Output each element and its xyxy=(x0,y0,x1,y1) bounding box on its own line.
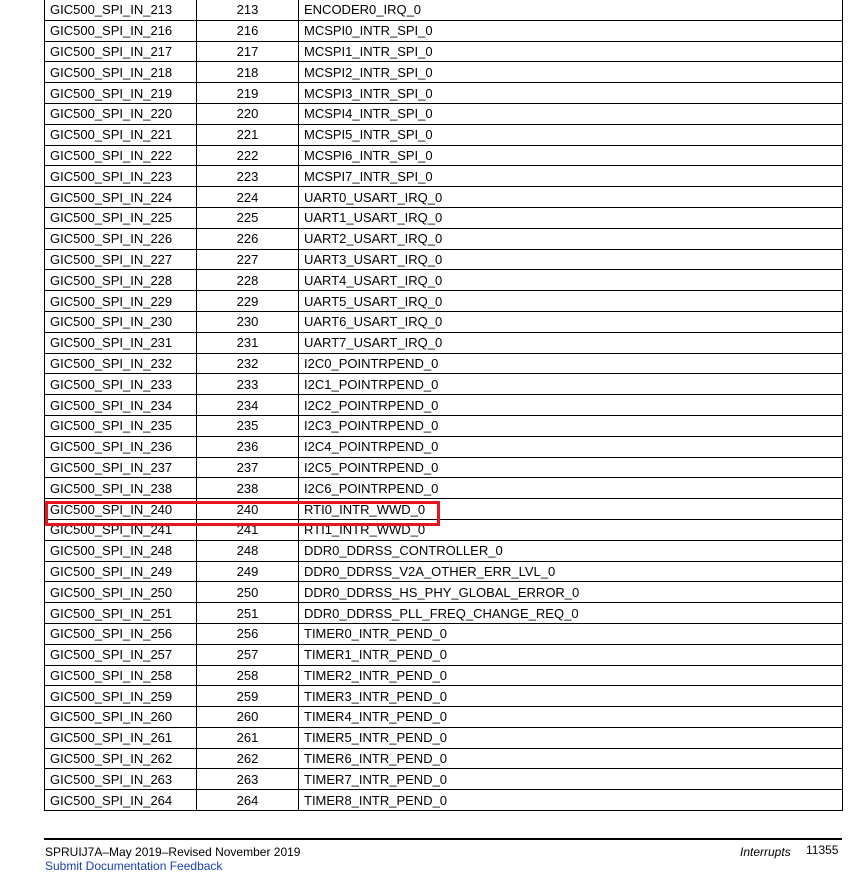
source-signal-cell: TIMER5_INTR_PEND_0 xyxy=(299,727,843,748)
table-row xyxy=(45,228,843,249)
input-name-cell: GIC500_SPI_IN_262 xyxy=(45,748,197,769)
source-signal-cell: I2C1_POINTRPEND_0 xyxy=(299,374,843,395)
source-signal-cell: TIMER3_INTR_PEND_0 xyxy=(299,686,843,707)
interrupt-number-cell: 248 xyxy=(197,540,299,561)
input-name-cell: GIC500_SPI_IN_218 xyxy=(45,62,197,83)
table-row xyxy=(45,0,843,20)
interrupt-number-cell: 235 xyxy=(197,415,299,436)
interrupt-number-cell: 260 xyxy=(197,707,299,728)
input-name-cell: GIC500_SPI_IN_226 xyxy=(45,228,197,249)
interrupt-number-cell: 225 xyxy=(197,207,299,228)
footer-section-name: Interrupts xyxy=(740,845,791,859)
source-signal-cell: TIMER7_INTR_PEND_0 xyxy=(299,769,843,790)
input-name-cell: GIC500_SPI_IN_259 xyxy=(45,686,197,707)
table-row xyxy=(45,374,843,395)
input-name-cell: GIC500_SPI_IN_232 xyxy=(45,353,197,374)
interrupt-number-cell: 224 xyxy=(197,187,299,208)
input-name-cell: GIC500_SPI_IN_216 xyxy=(45,20,197,41)
source-signal-cell: MCSPI3_INTR_SPI_0 xyxy=(299,83,843,104)
interrupt-number-cell: 249 xyxy=(197,561,299,582)
source-signal-cell: DDR0_DDRSS_V2A_OTHER_ERR_LVL_0 xyxy=(299,561,843,582)
input-name-cell: GIC500_SPI_IN_260 xyxy=(45,707,197,728)
source-signal-cell: RTI0_INTR_WWD_0 xyxy=(299,499,843,520)
table-row xyxy=(45,83,843,104)
input-name-cell: GIC500_SPI_IN_238 xyxy=(45,478,197,499)
input-name-cell: GIC500_SPI_IN_241 xyxy=(45,519,197,540)
table-row xyxy=(45,62,843,83)
interrupt-number-cell: 232 xyxy=(197,353,299,374)
table-row xyxy=(45,603,843,624)
input-name-cell: GIC500_SPI_IN_264 xyxy=(45,790,197,811)
input-name-cell: GIC500_SPI_IN_227 xyxy=(45,249,197,270)
source-signal-cell: MCSPI5_INTR_SPI_0 xyxy=(299,124,843,145)
source-signal-cell: DDR0_DDRSS_PLL_FREQ_CHANGE_REQ_0 xyxy=(299,603,843,624)
table-row xyxy=(45,790,843,811)
source-signal-cell: ENCODER0_IRQ_0 xyxy=(299,0,843,20)
footer-rule xyxy=(44,838,842,840)
feedback-link[interactable]: Submit Documentation Feedback xyxy=(45,859,223,873)
table-row xyxy=(45,644,843,665)
interrupt-number-cell: 226 xyxy=(197,228,299,249)
input-name-cell: GIC500_SPI_IN_235 xyxy=(45,415,197,436)
input-name-cell: GIC500_SPI_IN_250 xyxy=(45,582,197,603)
interrupt-number-cell: 220 xyxy=(197,103,299,124)
input-name-cell: GIC500_SPI_IN_231 xyxy=(45,332,197,353)
interrupt-number-cell: 216 xyxy=(197,20,299,41)
table-body xyxy=(45,0,843,811)
interrupt-number-cell: 259 xyxy=(197,686,299,707)
interrupt-number-cell: 250 xyxy=(197,582,299,603)
input-name-cell: GIC500_SPI_IN_261 xyxy=(45,727,197,748)
input-name-cell: GIC500_SPI_IN_229 xyxy=(45,291,197,312)
interrupt-number-cell: 263 xyxy=(197,769,299,790)
table-row xyxy=(45,311,843,332)
table-row xyxy=(45,582,843,603)
table-row xyxy=(45,727,843,748)
input-name-cell: GIC500_SPI_IN_222 xyxy=(45,145,197,166)
table-row xyxy=(45,707,843,728)
input-name-cell: GIC500_SPI_IN_217 xyxy=(45,41,197,62)
source-signal-cell: MCSPI1_INTR_SPI_0 xyxy=(299,41,843,62)
table-row xyxy=(45,207,843,228)
table-row xyxy=(45,395,843,416)
input-name-cell: GIC500_SPI_IN_236 xyxy=(45,436,197,457)
interrupt-number-cell: 223 xyxy=(197,166,299,187)
table-row xyxy=(45,41,843,62)
table-row xyxy=(45,686,843,707)
table-row xyxy=(45,332,843,353)
input-name-cell: GIC500_SPI_IN_263 xyxy=(45,769,197,790)
table-row xyxy=(45,187,843,208)
input-name-cell: GIC500_SPI_IN_258 xyxy=(45,665,197,686)
table-row xyxy=(45,353,843,374)
source-signal-cell: MCSPI4_INTR_SPI_0 xyxy=(299,103,843,124)
interrupt-number-cell: 229 xyxy=(197,291,299,312)
table-row xyxy=(45,415,843,436)
interrupt-number-cell: 233 xyxy=(197,374,299,395)
source-signal-cell: UART7_USART_IRQ_0 xyxy=(299,332,843,353)
table-row xyxy=(45,291,843,312)
input-name-cell: GIC500_SPI_IN_219 xyxy=(45,83,197,104)
source-signal-cell: TIMER8_INTR_PEND_0 xyxy=(299,790,843,811)
interrupt-number-cell: 241 xyxy=(197,519,299,540)
table-row-highlighted xyxy=(45,499,843,520)
interrupt-number-cell: 256 xyxy=(197,623,299,644)
input-name-cell: GIC500_SPI_IN_213 xyxy=(45,0,197,20)
input-name-cell: GIC500_SPI_IN_234 xyxy=(45,395,197,416)
table-row xyxy=(45,561,843,582)
footer-doc-info: SPRUIJ7A–May 2019–Revised November 2019 xyxy=(45,845,301,859)
input-name-cell: GIC500_SPI_IN_220 xyxy=(45,103,197,124)
source-signal-cell: I2C3_POINTRPEND_0 xyxy=(299,415,843,436)
footer-page-number: 11355 xyxy=(806,843,839,857)
interrupt-number-cell: 262 xyxy=(197,748,299,769)
source-signal-cell: RTI1_INTR_WWD_0 xyxy=(299,519,843,540)
interrupt-number-cell: 217 xyxy=(197,41,299,62)
input-name-cell: GIC500_SPI_IN_257 xyxy=(45,644,197,665)
interrupt-number-cell: 228 xyxy=(197,270,299,291)
interrupt-number-cell: 234 xyxy=(197,395,299,416)
input-name-cell: GIC500_SPI_IN_223 xyxy=(45,166,197,187)
source-signal-cell: UART3_USART_IRQ_0 xyxy=(299,249,843,270)
table-row xyxy=(45,270,843,291)
source-signal-cell: TIMER1_INTR_PEND_0 xyxy=(299,644,843,665)
table-row xyxy=(45,478,843,499)
interrupt-number-cell: 251 xyxy=(197,603,299,624)
table-row xyxy=(45,436,843,457)
interrupt-number-cell: 213 xyxy=(197,0,299,20)
source-signal-cell: UART2_USART_IRQ_0 xyxy=(299,228,843,249)
source-signal-cell: DDR0_DDRSS_HS_PHY_GLOBAL_ERROR_0 xyxy=(299,582,843,603)
source-signal-cell: MCSPI6_INTR_SPI_0 xyxy=(299,145,843,166)
interrupt-number-cell: 222 xyxy=(197,145,299,166)
table-row xyxy=(45,166,843,187)
interrupt-number-cell: 264 xyxy=(197,790,299,811)
table-row xyxy=(45,519,843,540)
table-row xyxy=(45,145,843,166)
table-row xyxy=(45,20,843,41)
input-name-cell: GIC500_SPI_IN_224 xyxy=(45,187,197,208)
table-row xyxy=(45,103,843,124)
interrupt-number-cell: 230 xyxy=(197,311,299,332)
input-name-cell: GIC500_SPI_IN_230 xyxy=(45,311,197,332)
input-name-cell: GIC500_SPI_IN_228 xyxy=(45,270,197,291)
interrupt-number-cell: 240 xyxy=(197,499,299,520)
source-signal-cell: DDR0_DDRSS_CONTROLLER_0 xyxy=(299,540,843,561)
input-name-cell: GIC500_SPI_IN_240 xyxy=(45,499,197,520)
interrupt-number-cell: 218 xyxy=(197,62,299,83)
input-name-cell: GIC500_SPI_IN_221 xyxy=(45,124,197,145)
source-signal-cell: I2C6_POINTRPEND_0 xyxy=(299,478,843,499)
interrupt-number-cell: 221 xyxy=(197,124,299,145)
input-name-cell: GIC500_SPI_IN_256 xyxy=(45,623,197,644)
table-row xyxy=(45,748,843,769)
interrupt-number-cell: 231 xyxy=(197,332,299,353)
source-signal-cell: I2C4_POINTRPEND_0 xyxy=(299,436,843,457)
input-name-cell: GIC500_SPI_IN_248 xyxy=(45,540,197,561)
source-signal-cell: UART6_USART_IRQ_0 xyxy=(299,311,843,332)
input-name-cell: GIC500_SPI_IN_251 xyxy=(45,603,197,624)
interrupt-number-cell: 261 xyxy=(197,727,299,748)
source-signal-cell: UART0_USART_IRQ_0 xyxy=(299,187,843,208)
interrupt-number-cell: 227 xyxy=(197,249,299,270)
input-name-cell: GIC500_SPI_IN_249 xyxy=(45,561,197,582)
input-name-cell: GIC500_SPI_IN_233 xyxy=(45,374,197,395)
table-row xyxy=(45,249,843,270)
table-row xyxy=(45,540,843,561)
table-row xyxy=(45,623,843,644)
source-signal-cell: MCSPI0_INTR_SPI_0 xyxy=(299,20,843,41)
table-row xyxy=(45,457,843,478)
source-signal-cell: UART1_USART_IRQ_0 xyxy=(299,207,843,228)
source-signal-cell: TIMER6_INTR_PEND_0 xyxy=(299,748,843,769)
interrupt-map-table xyxy=(44,0,843,811)
source-signal-cell: UART4_USART_IRQ_0 xyxy=(299,270,843,291)
source-signal-cell: I2C5_POINTRPEND_0 xyxy=(299,457,843,478)
interrupt-number-cell: 258 xyxy=(197,665,299,686)
interrupt-number-cell: 257 xyxy=(197,644,299,665)
source-signal-cell: I2C2_POINTRPEND_0 xyxy=(299,395,843,416)
interrupt-number-cell: 238 xyxy=(197,478,299,499)
table-row xyxy=(45,124,843,145)
interrupt-number-cell: 219 xyxy=(197,83,299,104)
source-signal-cell: I2C0_POINTRPEND_0 xyxy=(299,353,843,374)
table-row xyxy=(45,769,843,790)
input-name-cell: GIC500_SPI_IN_237 xyxy=(45,457,197,478)
input-name-cell: GIC500_SPI_IN_225 xyxy=(45,207,197,228)
source-signal-cell: MCSPI7_INTR_SPI_0 xyxy=(299,166,843,187)
source-signal-cell: TIMER2_INTR_PEND_0 xyxy=(299,665,843,686)
table-row xyxy=(45,665,843,686)
source-signal-cell: TIMER0_INTR_PEND_0 xyxy=(299,623,843,644)
interrupt-number-cell: 236 xyxy=(197,436,299,457)
source-signal-cell: TIMER4_INTR_PEND_0 xyxy=(299,707,843,728)
source-signal-cell: MCSPI2_INTR_SPI_0 xyxy=(299,62,843,83)
interrupt-number-cell: 237 xyxy=(197,457,299,478)
source-signal-cell: UART5_USART_IRQ_0 xyxy=(299,291,843,312)
